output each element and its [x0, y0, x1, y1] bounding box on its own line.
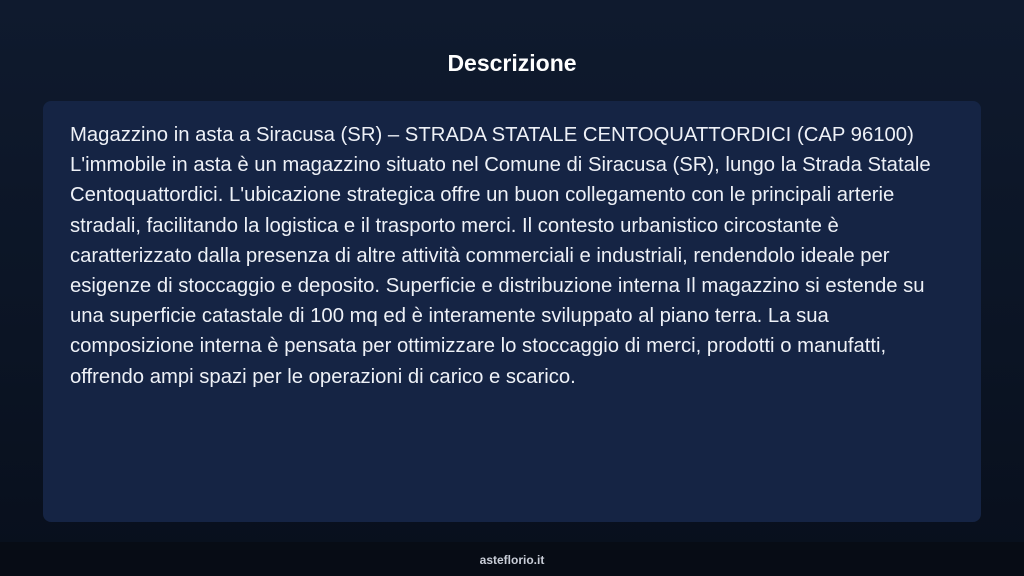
- footer-brand: asteflorio.it: [479, 553, 545, 567]
- description-card: [43, 101, 981, 522]
- footer-bar: [0, 542, 1024, 576]
- description-text: Magazzino in asta a Siracusa (SR) – STRADA STATALE CENTOQUATTORDICI (CAP 96100) L'immobile in asta è un magazzino situato nel Comune di Siracusa (SR), lungo la Strada Statale Centoquattordici. L'ubicazione strategica offre un buon collegamento con le principali arterie stradali, facilitando la logistica e il trasporto merci. Il contesto urbanistico circostante è caratterizzato dalla presenza di altre attività commerciali e industriali, rendendolo ideale per esigenze di stoccaggio e deposito. Superficie e distribuzione interna Il magazzino si estende su una superficie catastale di 100 mq ed è interamente sviluppato al piano terra. La sua composizione interna è pensata per ottimizzare lo stoccaggio di merci, prodotti o manufatti, offrendo ampi spazi per le operazioni di carico e scarico.: [70, 124, 931, 388]
- page-title: Descrizione: [447, 50, 577, 76]
